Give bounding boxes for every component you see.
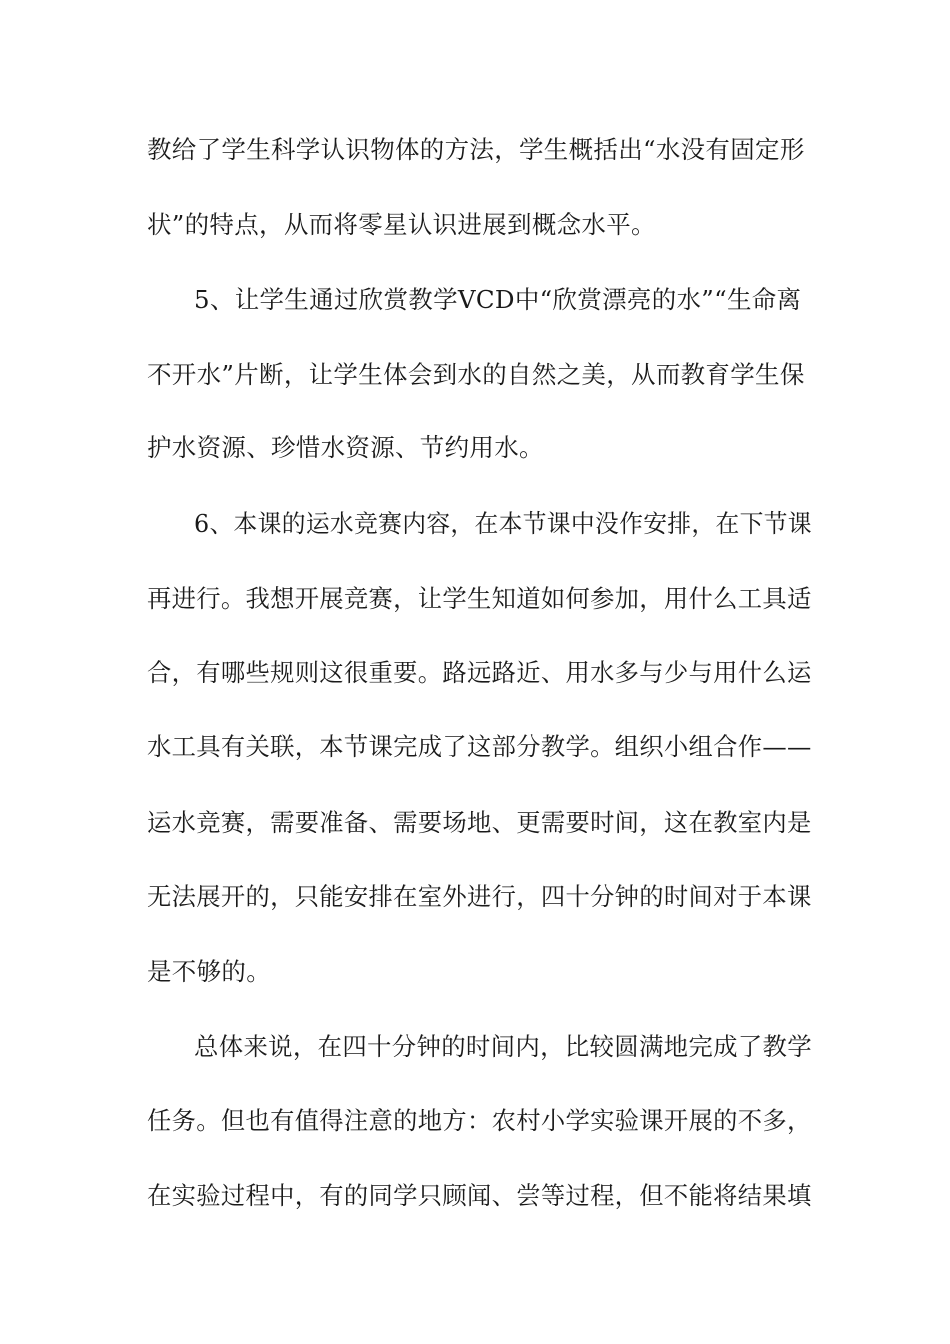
text-line: 在实验过程中，有的同学只顾闻、尝等过程，但不能将结果填 <box>147 1181 812 1210</box>
text-line: 护水资源、珍惜水资源、节约用水。 <box>147 433 544 462</box>
text-line: 运水竞赛，需要准备、需要场地、更需要时间，这在教室内是 <box>147 808 812 837</box>
paragraph-start-line: 5、让学生通过欣赏教学VCD中“欣赏漂亮的水”“生命离 <box>194 285 802 314</box>
paragraph-start-line: 总体来说，在四十分钟的时间内，比较圆满地完成了教学 <box>194 1032 812 1061</box>
text-line: 无法展开的，只能安排在室外进行，四十分钟的时间对于本课 <box>147 882 812 911</box>
paragraph-start-line: 6、本课的运水竞赛内容，在本节课中没作安排，在下节课 <box>194 509 812 538</box>
text-line: 任务。但也有值得注意的地方：农村小学实验课开展的不多， <box>147 1106 812 1135</box>
text-line: 教给了学生科学认识物体的方法，学生概括出“水没有固定形 <box>147 135 805 164</box>
text-line: 状”的特点，从而将零星认识进展到概念水平。 <box>147 210 656 239</box>
text-line: 是不够的。 <box>147 957 271 986</box>
text-line: 水工具有关联，本节课完成了这部分教学。组织小组合作—— <box>147 732 812 761</box>
text-line: 再进行。我想开展竞赛，让学生知道如何参加，用什么工具适 <box>147 584 812 613</box>
text-line: 不开水”片断，让学生体会到水的自然之美，从而教育学生保 <box>147 360 805 389</box>
text-line: 合，有哪些规则这很重要。路远路近、用水多与少与用什么运 <box>147 658 812 687</box>
